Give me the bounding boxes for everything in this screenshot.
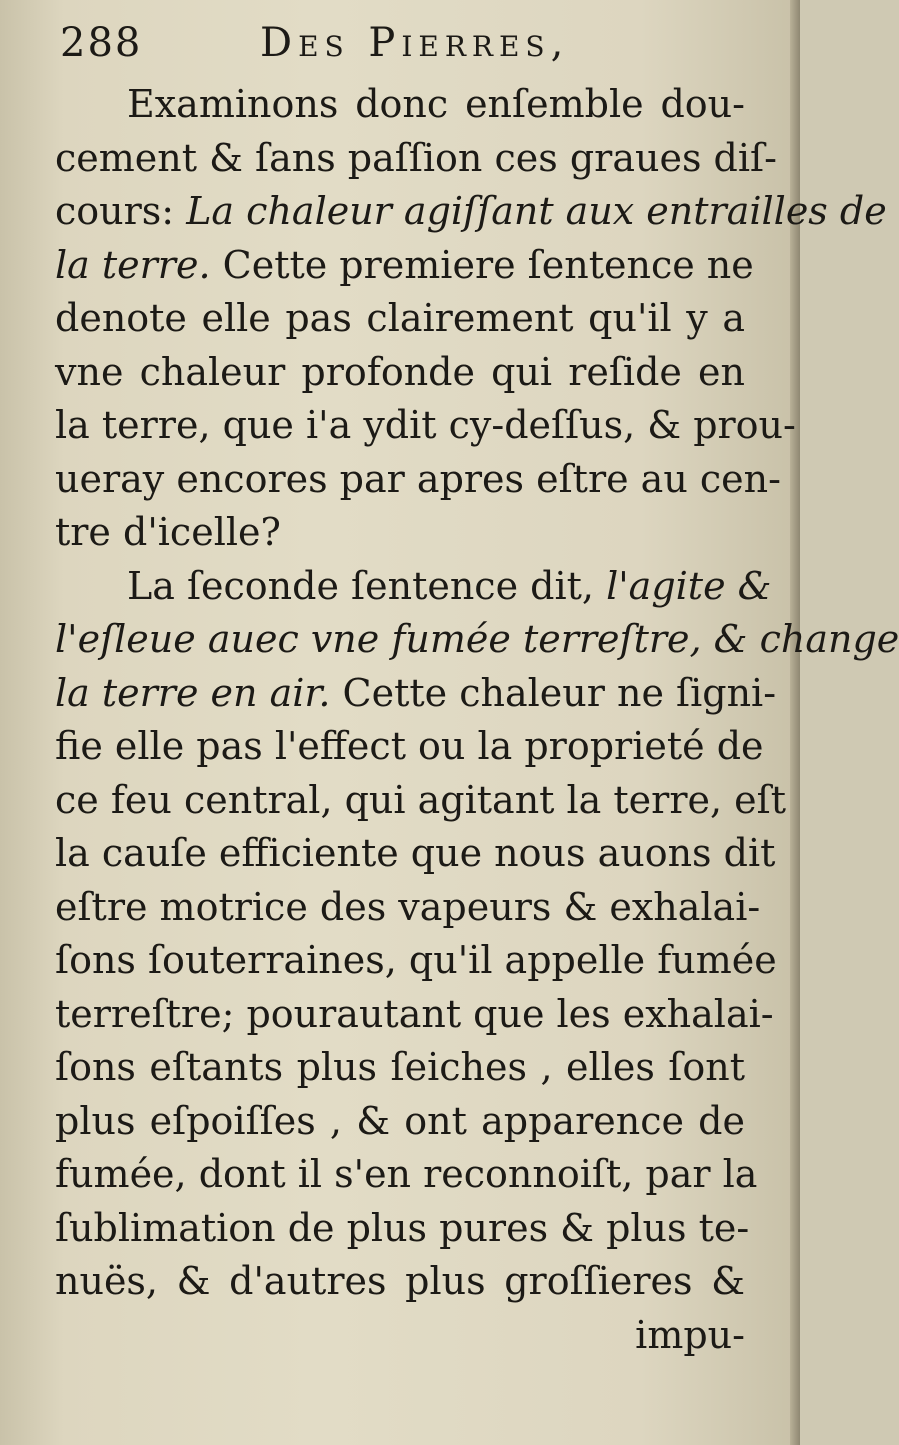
italic-quote: la terre.	[55, 242, 211, 287]
text-line	[55, 185, 887, 239]
text-span: fie elle pas l'effect ou la proprieté de	[55, 724, 764, 768]
text-span: la terre, que i'a ydit cy-deſſus, & prou-	[55, 403, 796, 447]
text-span: denote elle pas clairement qu'il y a	[55, 296, 745, 340]
text-line	[55, 239, 754, 293]
page-number: 288	[60, 20, 143, 66]
text-span: ueray encores par apres eſtre au cen-	[55, 456, 781, 501]
text-span: tre d'icelle?	[55, 510, 281, 554]
text-span: ſons ſouterraines, qu'il appelle fumée	[55, 938, 777, 982]
text-span: terreſtre; pourautant que les exhalai-	[55, 991, 774, 1036]
text-line	[55, 934, 777, 988]
page-header	[60, 20, 700, 80]
text-span: Examinons donc enſemble dou-	[127, 82, 745, 126]
text-line	[55, 1202, 750, 1256]
text-span: ce feu central, qui agitant la terre, eſt	[55, 777, 786, 822]
text-span: ſublimation de plus pures & plus te-	[55, 1205, 750, 1250]
text-line	[55, 988, 774, 1042]
text-line	[55, 292, 745, 346]
text-span: fumée, dont il s'en reconnoiſt, par la	[55, 1152, 758, 1196]
text-span: plus eſpoiſſes , & ont apparence de	[55, 1098, 745, 1143]
text-line	[55, 78, 745, 132]
italic-quote: la terre en air.	[55, 670, 331, 715]
text-line	[55, 399, 796, 453]
catchword-line	[55, 1309, 745, 1363]
text-span: La ſeconde ſentence dit,	[127, 563, 607, 608]
text-span: nuës, & d'autres plus groſſieres &	[55, 1259, 745, 1303]
italic-quote: La chaleur agiſſant aux entrailles de	[186, 189, 887, 233]
text-line	[55, 506, 745, 560]
text-line	[55, 453, 781, 507]
italic-quote: l'eſleue auec vne fumée terreſtre, & change	[55, 617, 899, 661]
text-span: ſons eſtants plus ſeiches , elles ſont	[55, 1045, 745, 1089]
text-span: Cette premiere ſentence ne	[210, 242, 754, 287]
text-span: vne chaleur profonde qui reſide en	[55, 349, 745, 394]
body-text	[55, 78, 899, 1362]
text-span: cours:	[55, 189, 187, 233]
text-line	[55, 667, 777, 721]
text-line	[55, 560, 772, 614]
text-span: eſtre motrice des vapeurs & exhalai-	[55, 884, 761, 929]
text-line	[55, 774, 786, 828]
text-span: Cette chaleur ne ſigni-	[330, 670, 777, 715]
text-line	[55, 1255, 745, 1309]
text-line	[55, 1095, 745, 1149]
text-line	[55, 1041, 745, 1095]
text-span: la cauſe efficiente que nous auons dit	[55, 831, 776, 875]
text-line	[55, 827, 776, 881]
text-line	[55, 132, 777, 186]
running-head: Des Pierres,	[260, 20, 570, 66]
text-line	[55, 881, 761, 935]
text-line	[55, 613, 899, 667]
text-line	[55, 1148, 758, 1202]
italic-quote: l'agite &	[606, 563, 772, 608]
text-span: impu-	[635, 1312, 745, 1357]
text-line	[55, 346, 745, 400]
text-span: cement & ſans paſſion ces graues diſ-	[55, 135, 777, 180]
text-line	[55, 720, 764, 774]
